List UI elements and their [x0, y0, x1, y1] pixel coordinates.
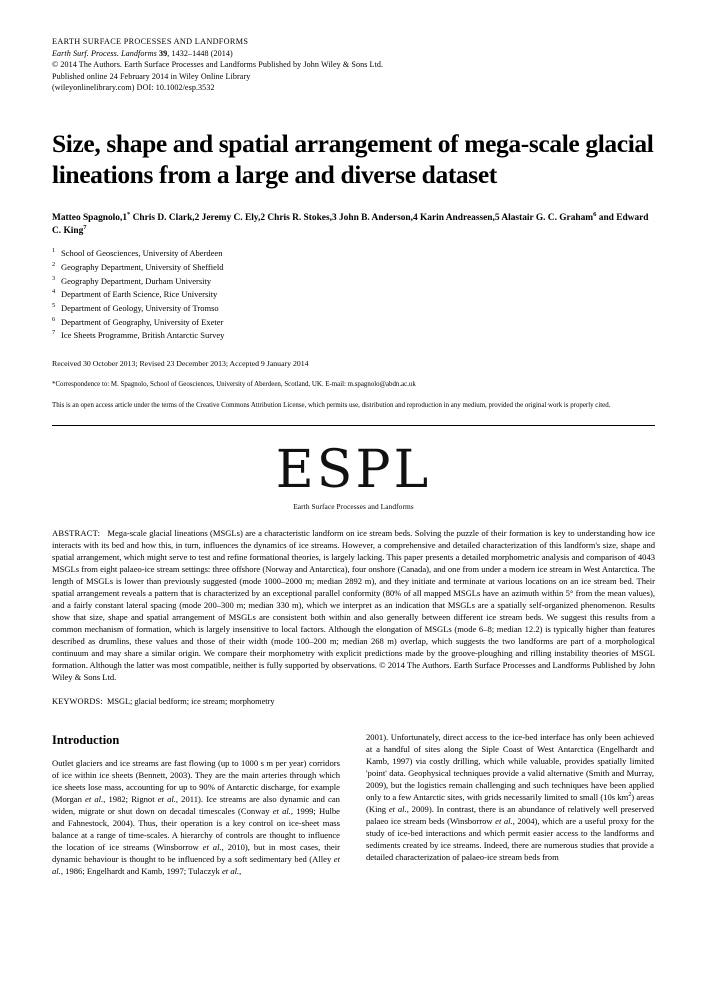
affiliation-text: Ice Sheets Programme, British Antarctic Survey — [61, 330, 225, 341]
keywords-block — [52, 697, 655, 706]
journal-title: EARTH SURFACE PROCESSES AND LANDFORMS — [52, 37, 249, 46]
abstract-label: ABSTRACT: — [52, 527, 101, 538]
affiliation-item — [52, 260, 655, 274]
affiliation-list — [52, 246, 655, 342]
affiliation-text: Department of Geology, University of Tromso — [61, 302, 219, 313]
copyright-line: © 2014 The Authors. Earth Surface Processes and Landforms Published by John Wiley & Sons Ltd. — [52, 60, 384, 70]
divider — [52, 425, 655, 426]
affiliation-item — [52, 274, 655, 288]
journal-citation-italic: Earth Surf. Process. Landforms — [52, 48, 157, 58]
affiliation-number: 6 — [52, 315, 56, 323]
journal-citation-volume: 39 — [159, 48, 168, 58]
license-note: This is an open access article under the terms of the Creative Commons Attribution License, which permits use, distribution and reproduction in any medium, provided the original work is properly cited. — [52, 402, 611, 410]
abstract-text: Mega-scale glacial lineations (MSGLs) are a characteristic landform on ice stream beds. Solving the puzzle of their formation is key to understanding how ice interacts with its bed and how this, in turn, influences the dynamics of ice streams. However, a comprehensive and detailed characterization of this landform's size, shape and spatial arrangement, which might serve to test and refine formational theories, is largely lacking. This paper presents a detailed morphometric analysis and comparison of 4043 MSGLs from eight palaeo-ice stream settings: three offshore (Norway and Antarctica), four onshore (Canada), and one from under a modern ice stream in West Antarctica. The length of MSGLs is lower than previously suggested (mode 1000–2000 m; median 2892 m), and they initiate and terminate at various locations on an ice stream bed. Their spatial arrangement reveals a pattern that is characterized by an exceptional parallel conformity (80% of all mapped MSGLs have an azimuth within 5° from the mean values), and a fairly constant lateral spacing (mode 200–300 m; median 330 m), which we interpret as an indication that MSGLs are a spatially self-organized phenomenon. Results show that size, shape and spatial arrangement of MSGLs are consistent both within and also generally between different ice stream beds. We suggest this results from a common mechanism of formation, which is largely insensitive to local factors. Although the elongation of MSGLs (mode 6–8; median 12.2) is typically higher than features described as drumlins, these values and those of their width (mode 100–200 m; median 268 m) overlap, which suggests the two landforms are part of a morphological continuum and may share a similar origin. We compare their morphometry with explicit predictions made by the groove-ploughing and rilling instability theories of MSGL formation. Although the latter was most compatible, neither is fully supported by observations. © 2014 The Authors. Earth Surface Processes and Landforms Published by John Wiley & Sons Ltd. — [52, 527, 655, 682]
keywords-label: KEYWORDS: — [52, 696, 103, 706]
espl-wordmark: ESPL — [275, 439, 432, 500]
paragraph: Outlet glaciers and ice streams are fast flowing (up to 1000 s m per year) corridors of ice within ice sheets (Bennett, 2003). They are the main arteries through which ice sheets lose mass, accounting for up to 90% of Antarctic discharge, for example (Morgan et al., 1982; Rignot et al., 2011). Ice streams are also dynamic and can widen, migrate or shut down on decadal timescales (Conway et al., 1999; Hulbe and Fahnestock, 2004). Thus, their operation is a key control on ice-sheet mass balance at a range of time-scales. A hierarchy of controls are thought to influence the location of ice streams (Winsborrow et al., 2010), but in most cases, their dynamic behaviour is thought to be influenced by a soft sedimentary bed (Alley et al., 1986; Engelhardt and Kamb, 1997; Tulaczyk et al., — [52, 758, 340, 877]
right-column — [366, 732, 654, 878]
author-line-1: Matteo Spagnolo,1* Chris D. Clark,2 Jeremy C. Ely,2 Chris R. Stokes,3 John B. Anderson,4 Karin Andreassen,5 — [52, 210, 500, 223]
page-title: Size, shape and spatial arrangement of mega-scale glacial lineations from a large and diverse dataset — [52, 128, 654, 189]
journal-citation-rest: , 1432–1448 (2014) — [167, 48, 233, 58]
keywords-text: MSGL; glacial bedform; ice stream; morphometry — [106, 696, 275, 706]
correspondence-note: *Correspondence to: M. Spagnolo, School of Geosciences, University of Aberdeen, Scotland, UK. E-mail: m.spagnolo@abdn.ac.uk — [52, 381, 416, 389]
affiliation-number: 5 — [52, 301, 56, 309]
received-dates: Received 30 October 2013; Revised 23 December 2013; Accepted 9 January 2014 — [52, 359, 309, 369]
paragraph: 2001). Unfortunately, direct access to the ice-bed interface has only been achieved at a handful of sites along the Siple Coast of West Antarctica (Engelhardt and Kamb, 1997) via costly drilling, which while valuable, provides spatially limited 'point' data. Geophysical techniques provide a valid alternative (Smith and Murray, 2009), but the logistics remain challenging and such techniques have been applied only to a few Antarctic sites, with grids necessarily limited to small (10s $km^2$) areas (King et al., 2009). In contrast, there is an abundance of relatively well preserved palaeo ice stream beds (Winsborrow et al., 2004), which are a useful proxy for the study of ice-bed interactions and which permit easier access to the landforms and sediments created by ice streams. Indeed, there are numerous studies that provide a detailed characterization of palaeo-ice stream beds from — [366, 731, 654, 862]
affiliation-number: 7 — [52, 329, 56, 337]
author-list — [52, 212, 655, 239]
affiliation-text: Geography Department, University of Sheffield — [61, 261, 224, 272]
espl-logo-subtitle: Earth Surface Processes and Landforms — [293, 501, 414, 511]
affiliation-text: Geography Department, Durham University — [61, 275, 212, 286]
affiliation-text: School of Geosciences, University of Aberdeen — [61, 247, 223, 258]
affiliation-item — [52, 301, 655, 315]
journal-logo — [52, 439, 655, 511]
author-line-2: Alastair G. C. Graham$^6$ and Edward C. King$^7$ — [52, 210, 649, 237]
journal-header — [52, 36, 655, 94]
section-heading-introduction: Introduction — [52, 732, 120, 747]
affiliation-number: 4 — [52, 288, 56, 296]
affiliation-number: 3 — [52, 274, 56, 282]
affiliation-item — [52, 246, 655, 260]
abstract-block — [52, 527, 655, 683]
affiliation-item — [52, 328, 655, 342]
affiliation-item — [52, 315, 655, 329]
doi-line: (wileyonlinelibrary.com) DOI: 10.1002/esp.3532 — [52, 83, 215, 93]
affiliation-text: Department of Earth Science, Rice University — [61, 289, 218, 300]
affiliation-number: 1 — [52, 247, 56, 255]
affiliation-number: 2 — [52, 260, 56, 268]
affiliation-item — [52, 287, 655, 301]
body-columns — [52, 732, 655, 878]
left-column — [52, 732, 340, 878]
journal-citation — [52, 48, 655, 59]
affiliation-text: Department of Geography, University of Exeter — [61, 316, 224, 327]
published-line: Published online 24 February 2014 in Wiley Online Library — [52, 71, 251, 81]
